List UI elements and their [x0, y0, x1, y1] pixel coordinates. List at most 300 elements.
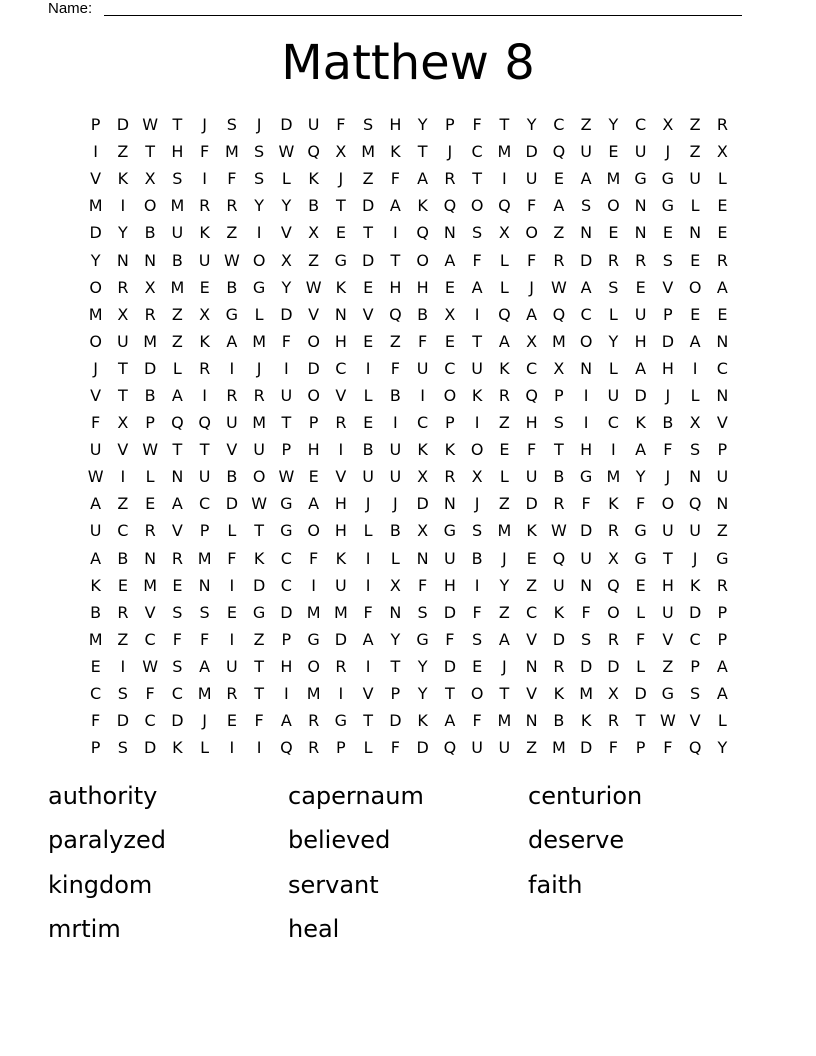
- grid-letter: M: [606, 467, 621, 487]
- grid-letter: F: [390, 358, 400, 378]
- grid-letter: E: [690, 304, 701, 324]
- grid-letter: R: [199, 358, 211, 378]
- grid-letter: G: [634, 169, 647, 189]
- grid-letter: Z: [389, 331, 401, 351]
- grid-letter: E: [335, 223, 346, 243]
- grid-letter: L: [636, 602, 646, 622]
- grid-letter: F: [472, 115, 482, 135]
- grid-letter: M: [197, 684, 212, 704]
- grid-letter: W: [278, 142, 295, 162]
- grid-letter: C: [471, 142, 483, 162]
- grid-letter: Y: [526, 115, 537, 135]
- grid-letter: U: [198, 467, 211, 487]
- grid-letter: U: [389, 440, 402, 460]
- grid-letter: S: [472, 629, 483, 649]
- grid-letter: A: [498, 331, 510, 351]
- grid-letter: U: [525, 169, 538, 189]
- grid-letter: M: [88, 304, 103, 324]
- grid-letter: U: [634, 304, 647, 324]
- grid-letter: V: [335, 467, 347, 487]
- grid-letter: G: [416, 629, 429, 649]
- grid-letter: X: [389, 575, 401, 595]
- grid-row: [82, 734, 736, 761]
- grid-letter: M: [143, 331, 158, 351]
- grid-letter: T: [199, 440, 210, 460]
- grid-letter: T: [117, 385, 128, 405]
- grid-letter: X: [444, 304, 456, 324]
- grid-letter: I: [611, 440, 616, 460]
- grid-letter: E: [526, 548, 537, 568]
- grid-letter: U: [662, 521, 674, 541]
- grid-letter: K: [335, 277, 347, 297]
- grid-letter: A: [444, 711, 456, 731]
- grid-letter: L: [499, 250, 509, 270]
- grid-letter: U: [89, 521, 102, 541]
- grid-letter: V: [335, 385, 347, 405]
- grid-letter: I: [502, 169, 507, 189]
- grid-letter: D: [443, 602, 457, 622]
- grid-letter: D: [171, 711, 184, 731]
- grid-letter: F: [418, 331, 428, 351]
- grid-letter: A: [716, 684, 728, 704]
- grid-letter: Y: [390, 629, 401, 649]
- grid-letter: T: [444, 684, 455, 704]
- grid-letter: N: [144, 548, 157, 568]
- grid-letter: S: [690, 684, 701, 704]
- grid-letter: V: [689, 711, 701, 731]
- grid-letter: K: [308, 169, 319, 189]
- grid-letter: D: [334, 629, 348, 649]
- grid-letter: C: [144, 711, 156, 731]
- grid-letter: D: [116, 115, 130, 135]
- grid-letter: E: [226, 711, 237, 731]
- grid-letter: L: [499, 277, 509, 297]
- grid-letter: S: [417, 602, 428, 622]
- grid-letter: W: [659, 711, 676, 731]
- grid-letter: A: [526, 304, 538, 324]
- grid-letter: X: [144, 169, 156, 189]
- grid-row: [82, 409, 736, 436]
- grid-letter: Z: [308, 250, 320, 270]
- grid-letter: W: [550, 277, 567, 297]
- word-list-item: centurion: [528, 782, 643, 810]
- grid-letter: O: [607, 196, 620, 216]
- grid-letter: T: [472, 331, 483, 351]
- grid-letter: A: [171, 385, 183, 405]
- grid-row: [82, 301, 736, 328]
- grid-letter: Y: [608, 331, 619, 351]
- grid-letter: R: [117, 277, 129, 297]
- grid-letter: X: [308, 223, 320, 243]
- grid-letter: V: [526, 629, 538, 649]
- grid-letter: K: [635, 413, 646, 433]
- grid-letter: A: [580, 169, 592, 189]
- grid-letter: C: [553, 115, 565, 135]
- grid-letter: H: [634, 331, 647, 351]
- grid-letter: L: [717, 711, 727, 731]
- grid-letter: V: [308, 304, 320, 324]
- grid-letter: L: [608, 358, 618, 378]
- grid-letter: C: [444, 358, 456, 378]
- grid-letter: K: [117, 169, 129, 189]
- word-list-item: heal: [288, 914, 340, 943]
- grid-letter: Z: [526, 575, 538, 595]
- grid-letter: P: [717, 440, 728, 460]
- word-list-item: authority: [48, 782, 158, 810]
- grid-letter: J: [93, 358, 98, 378]
- grid-letter: J: [502, 656, 507, 676]
- grid-letter: M: [551, 331, 566, 351]
- grid-letter: P: [90, 115, 101, 135]
- grid-letter: F: [608, 738, 618, 758]
- grid-letter: D: [579, 738, 593, 758]
- grid-letter: Q: [498, 304, 511, 324]
- grid-letter: O: [661, 494, 675, 514]
- grid-letter: U: [580, 548, 592, 568]
- grid-letter: R: [226, 196, 238, 216]
- grid-letter: G: [252, 602, 266, 622]
- grid-letter: Q: [552, 142, 566, 162]
- grid-letter: H: [389, 115, 402, 135]
- grid-letter: I: [583, 413, 589, 433]
- grid-letter: M: [224, 142, 239, 162]
- grid-letter: T: [635, 711, 646, 731]
- grid-letter: S: [117, 684, 128, 704]
- grid-letter: G: [661, 684, 675, 704]
- grid-letter: L: [172, 358, 182, 378]
- grid-letter: R: [607, 629, 619, 649]
- grid-letter: M: [306, 602, 321, 622]
- grid-letter: M: [606, 169, 621, 189]
- grid-letter: E: [172, 575, 183, 595]
- grid-letter: J: [665, 467, 671, 487]
- grid-letter: Z: [253, 629, 265, 649]
- grid-letter: J: [256, 115, 262, 135]
- grid-letter: H: [334, 331, 347, 351]
- grid-letter: L: [390, 548, 400, 568]
- grid-letter: U: [389, 467, 402, 487]
- grid-letter: X: [716, 142, 728, 162]
- grid-letter: R: [226, 684, 238, 704]
- grid-letter: L: [690, 385, 700, 405]
- grid-letter: X: [526, 331, 538, 351]
- grid-letter: I: [229, 575, 235, 595]
- grid-row: [82, 111, 736, 138]
- grid-letter: P: [690, 656, 700, 676]
- grid-letter: F: [336, 115, 346, 135]
- grid-letter: I: [474, 304, 480, 324]
- grid-letter: K: [172, 738, 183, 758]
- grid-letter: G: [661, 169, 675, 189]
- grid-letter: E: [690, 250, 701, 270]
- grid-letter: N: [716, 385, 729, 405]
- grid-letter: V: [280, 223, 292, 243]
- grid-letter: F: [363, 602, 373, 622]
- grid-letter: I: [365, 575, 371, 595]
- grid-letter: E: [226, 602, 237, 622]
- grid-letter: W: [87, 467, 104, 487]
- grid-letter: F: [227, 548, 237, 568]
- grid-letter: S: [172, 169, 183, 189]
- grid-letter: L: [363, 385, 373, 405]
- word-list-item: capernaum: [288, 782, 424, 810]
- grid-letter: D: [634, 684, 647, 704]
- grid-letter: F: [91, 711, 101, 731]
- grid-letter: Q: [552, 304, 566, 324]
- grid-letter: L: [200, 738, 210, 758]
- grid-letter: G: [280, 494, 293, 514]
- grid-letter: T: [117, 358, 128, 378]
- grid-letter: V: [144, 602, 156, 622]
- grid-letter: Q: [525, 385, 538, 405]
- grid-letter: D: [280, 602, 293, 622]
- grid-letter: Z: [689, 142, 701, 162]
- grid-letter: U: [307, 115, 320, 135]
- grid-letter: U: [525, 467, 538, 487]
- grid-letter: O: [143, 196, 157, 216]
- grid-letter: S: [608, 277, 619, 297]
- grid-letter: A: [308, 494, 320, 514]
- grid-letter: D: [579, 521, 593, 541]
- grid-letter: W: [278, 467, 295, 487]
- grid-letter: R: [553, 656, 565, 676]
- grid-letter: A: [362, 629, 374, 649]
- grid-letter: I: [120, 196, 126, 216]
- grid-letter: H: [661, 575, 674, 595]
- grid-letter: O: [89, 331, 102, 351]
- grid-letter: T: [335, 196, 346, 216]
- grid-letter: N: [689, 223, 702, 243]
- grid-letter: Z: [171, 331, 183, 351]
- grid-letter: B: [417, 304, 429, 324]
- grid-letter: R: [199, 196, 211, 216]
- grid-letter: J: [393, 494, 398, 514]
- grid-letter: C: [417, 413, 429, 433]
- grid-letter: R: [171, 548, 183, 568]
- grid-letter: F: [472, 250, 482, 270]
- grid-letter: V: [662, 629, 674, 649]
- grid-letter: G: [634, 548, 647, 568]
- grid-letter: F: [663, 440, 673, 460]
- grid-letter: Z: [498, 413, 510, 433]
- grid-letter: L: [254, 304, 264, 324]
- grid-letter: G: [334, 711, 348, 731]
- grid-row: [82, 463, 736, 490]
- grid-letter: B: [144, 223, 156, 243]
- grid-letter: D: [579, 656, 593, 676]
- grid-letter: R: [635, 250, 647, 270]
- grid-letter: Y: [499, 575, 510, 595]
- grid-letter: H: [661, 358, 674, 378]
- grid-letter: C: [199, 494, 211, 514]
- grid-letter: I: [311, 575, 316, 595]
- grid-letter: R: [144, 304, 156, 324]
- grid-letter: X: [607, 548, 619, 568]
- grid-letter: A: [90, 494, 102, 514]
- grid-letter: Q: [443, 196, 457, 216]
- grid-letter: I: [229, 738, 235, 758]
- grid-letter: R: [226, 385, 238, 405]
- grid-letter: C: [526, 358, 538, 378]
- grid-letter: C: [580, 304, 592, 324]
- grid-letter: X: [471, 467, 483, 487]
- grid-letter: U: [89, 440, 102, 460]
- grid-letter: M: [88, 196, 103, 216]
- grid-letter: F: [527, 440, 537, 460]
- grid-letter: E: [717, 223, 728, 243]
- grid-letter: F: [145, 684, 155, 704]
- grid-letter: F: [172, 629, 182, 649]
- grid-letter: U: [580, 142, 592, 162]
- grid-letter: Q: [552, 548, 566, 568]
- name-underline: [104, 15, 742, 16]
- grid-letter: N: [198, 575, 211, 595]
- grid-letter: N: [716, 331, 729, 351]
- grid-letter: M: [361, 142, 376, 162]
- word-list-item: deserve: [528, 826, 625, 855]
- grid-letter: U: [553, 575, 565, 595]
- grid-letter: V: [90, 385, 102, 405]
- grid-letter: L: [363, 521, 373, 541]
- grid-letter: F: [636, 629, 646, 649]
- grid-letter: U: [498, 738, 511, 758]
- grid-letter: W: [142, 115, 159, 135]
- grid-letter: L: [717, 169, 727, 189]
- grid-letter: Q: [416, 223, 429, 243]
- grid-letter: P: [390, 684, 401, 704]
- grid-letter: R: [335, 656, 347, 676]
- grid-letter: O: [252, 467, 266, 487]
- grid-letter: T: [390, 656, 401, 676]
- grid-letter: X: [117, 413, 129, 433]
- grid-letter: E: [635, 277, 646, 297]
- grid-row: [82, 680, 736, 707]
- grid-letter: I: [393, 413, 398, 433]
- grid-letter: U: [662, 602, 674, 622]
- grid-letter: K: [499, 358, 510, 378]
- grid-row: [82, 626, 736, 653]
- grid-letter: Q: [198, 413, 211, 433]
- grid-letter: I: [284, 684, 289, 704]
- grid-letter: N: [580, 223, 593, 243]
- grid-row: [82, 219, 736, 246]
- grid-letter: S: [472, 223, 483, 243]
- grid-letter: N: [525, 711, 538, 731]
- grid-letter: U: [226, 413, 238, 433]
- grid-letter: T: [145, 142, 156, 162]
- grid-letter: K: [417, 440, 428, 460]
- grid-letter: N: [634, 223, 647, 243]
- grid-letter: V: [662, 277, 674, 297]
- grid-letter: I: [474, 413, 480, 433]
- grid-letter: R: [444, 467, 456, 487]
- grid-letter: I: [202, 169, 207, 189]
- grid-letter: D: [443, 656, 457, 676]
- grid-letter: I: [202, 385, 207, 405]
- grid-letter: M: [170, 196, 185, 216]
- grid-letter: S: [472, 521, 483, 541]
- grid-letter: U: [335, 575, 347, 595]
- grid-letter: Z: [498, 602, 510, 622]
- grid-letter: E: [499, 440, 510, 460]
- grid-letter: J: [338, 169, 344, 189]
- grid-letter: X: [553, 358, 565, 378]
- grid-letter: A: [226, 331, 238, 351]
- grid-letter: W: [223, 250, 240, 270]
- grid-letter: L: [690, 196, 700, 216]
- grid-letter: B: [144, 385, 156, 405]
- grid-letter: S: [363, 115, 374, 135]
- grid-letter: P: [554, 385, 564, 405]
- grid-letter: E: [363, 331, 374, 351]
- grid-letter: R: [607, 250, 619, 270]
- grid-letter: F: [581, 602, 591, 622]
- grid-letter: C: [280, 575, 292, 595]
- grid-letter: L: [608, 304, 618, 324]
- grid-letter: D: [552, 629, 566, 649]
- grid-letter: D: [661, 331, 675, 351]
- grid-letter: Q: [307, 142, 320, 162]
- grid-letter: Z: [526, 738, 538, 758]
- grid-letter: P: [663, 304, 673, 324]
- grid-letter: P: [445, 115, 455, 135]
- grid-letter: Y: [635, 467, 646, 487]
- grid-letter: P: [281, 629, 292, 649]
- grid-letter: U: [471, 358, 483, 378]
- grid-letter: B: [90, 602, 102, 622]
- grid-letter: V: [90, 169, 102, 189]
- name-label: Name:: [48, 0, 93, 17]
- grid-letter: R: [308, 738, 320, 758]
- grid-letter: A: [716, 277, 728, 297]
- grid-letter: E: [117, 575, 128, 595]
- grid-letter: O: [307, 521, 320, 541]
- grid-letter: O: [525, 223, 538, 243]
- grid-letter: W: [142, 440, 159, 460]
- grid-row: [82, 599, 736, 626]
- grid-letter: S: [172, 656, 183, 676]
- grid-letter: W: [251, 494, 268, 514]
- grid-letter: J: [502, 548, 507, 568]
- grid-row: [82, 517, 736, 544]
- grid-letter: M: [579, 684, 594, 704]
- grid-letter: H: [334, 521, 347, 541]
- grid-letter: O: [307, 656, 320, 676]
- grid-letter: D: [307, 358, 320, 378]
- grid-letter: O: [579, 331, 593, 351]
- grid-letter: M: [197, 548, 212, 568]
- word-list-item: believed: [288, 826, 391, 855]
- grid-letter: S: [254, 142, 265, 162]
- grid-letter: U: [226, 656, 238, 676]
- grid-letter: F: [200, 142, 210, 162]
- grid-letter: N: [443, 494, 456, 514]
- grid-letter: X: [607, 684, 619, 704]
- grid-letter: R: [607, 521, 619, 541]
- grid-letter: L: [227, 521, 237, 541]
- grid-letter: B: [389, 385, 401, 405]
- grid-letter: Z: [716, 521, 728, 541]
- grid-letter: J: [256, 358, 262, 378]
- grid-letter: E: [363, 413, 374, 433]
- grid-letter: Z: [580, 115, 592, 135]
- grid-letter: W: [142, 656, 159, 676]
- grid-letter: E: [444, 277, 455, 297]
- grid-letter: S: [690, 440, 701, 460]
- grid-letter: R: [607, 711, 619, 731]
- grid-row: [82, 274, 736, 301]
- grid-letter: Y: [417, 656, 428, 676]
